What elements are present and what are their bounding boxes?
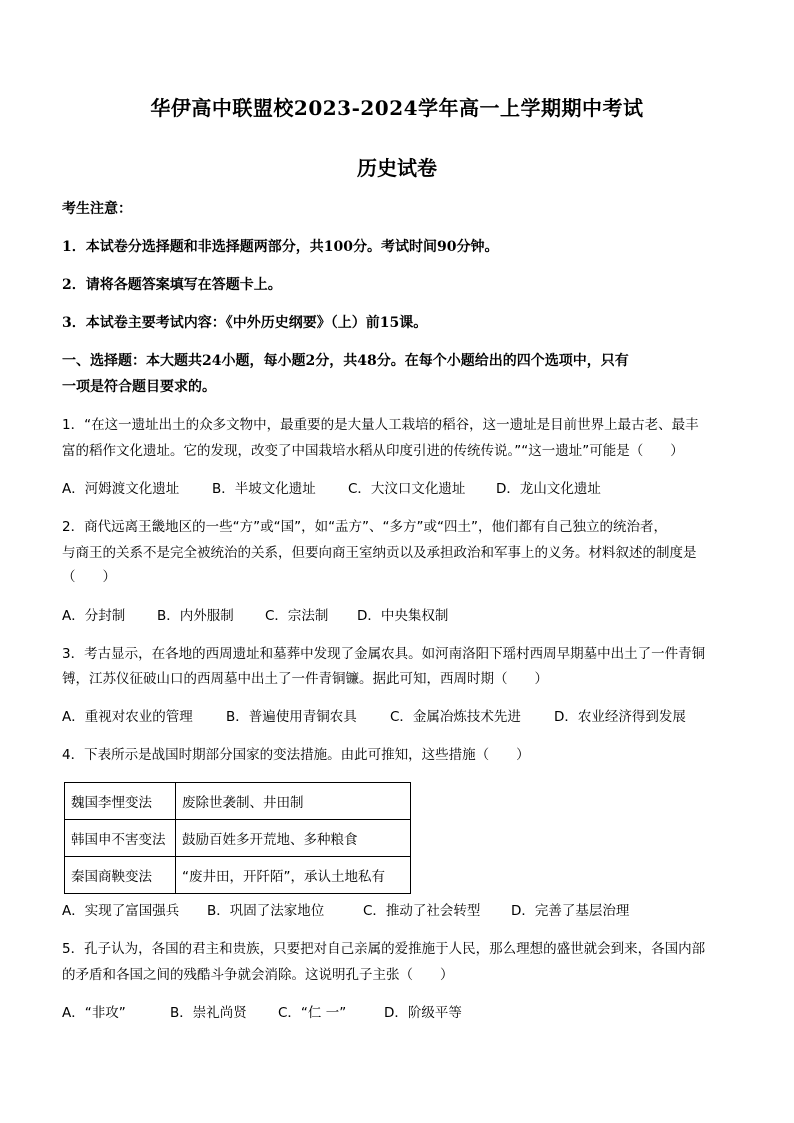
option-d[interactable]: D．阶级平等 <box>384 1005 462 1021</box>
question-4-options <box>62 900 629 922</box>
option-c[interactable]: C．宗法制 <box>265 608 329 624</box>
option-d[interactable]: D．完善了基层治理 <box>511 903 630 919</box>
table-row <box>65 857 411 894</box>
table-cell-state: 韩国申不害变法 <box>65 820 176 857</box>
option-c[interactable]: C．大汶口文化遗址 <box>348 481 466 497</box>
option-b[interactable]: B．内外服制 <box>157 608 234 624</box>
section-heading-line-2: 一项是符合题目要求的。 <box>62 379 216 395</box>
option-b[interactable]: B．巩固了法家地位 <box>207 903 325 919</box>
question-1-line-2: 富的稻作文化遗址。它的发现，改变了中国栽培水稻从印度引进的传统传说。”“这一遗址”可能是（ ） <box>62 443 684 459</box>
option-d[interactable]: D．中央集权制 <box>357 608 449 624</box>
question-5-line-1: 5．孔子认为，各国的君主和贵族，只要把对自己亲属的爱推施于人民，那么理想的盛世就会到来，各国内部 <box>62 941 706 957</box>
question-5-line-2: 的矛盾和各国之间的残酷斗争就会消除。这说明孔子主张（ ） <box>62 967 454 983</box>
question-1-options <box>62 478 601 500</box>
question-2-line-1: 2．商代远离王畿地区的一些“方”或“国”，如“盂方”、“多方”或“四土”，他们都有自己独立的统治者， <box>62 519 668 535</box>
table-cell-measure: 鼓励百姓多开荒地、多种粮食 <box>176 820 411 857</box>
notice-item-1: 1．本试卷分选择题和非选择题两部分，共100分。考试时间90分钟。 <box>62 239 499 255</box>
option-c[interactable]: C．“仁 一” <box>278 1005 347 1021</box>
option-c[interactable]: C．金属冶炼技术先进 <box>390 709 521 725</box>
question-5-options <box>62 1002 462 1024</box>
table-row <box>65 783 411 820</box>
notice-item-3: 3．本试卷主要考试内容：《中外历史纲要》（上）前15课。 <box>62 315 428 331</box>
option-a[interactable]: A．分封制 <box>62 608 126 624</box>
section-heading-line-1: 一、选择题：本大题共24小题，每小题2分，共48分。在每个小题给出的四个选项中，只有 <box>62 353 629 369</box>
option-b[interactable]: B．普遍使用青铜农具 <box>226 709 357 725</box>
question-4-line-1: 4．下表所示是战国时期部分国家的变法措施。由此可推知，这些措施（ ） <box>62 747 530 763</box>
exam-subtitle: 历史试卷 <box>357 156 437 180</box>
notice-heading: 考生注意： <box>62 201 132 217</box>
option-d[interactable]: D．农业经济得到发展 <box>554 709 686 725</box>
exam-title: 华伊高中联盟校2023-2024学年高一上学期期中考试 <box>150 96 644 120</box>
notice-item-2: 2．请将各题答案填写在答题卡上。 <box>62 277 282 293</box>
table-cell-measure: 废除世袭制、井田制 <box>176 783 411 820</box>
option-a[interactable]: A．实现了富国强兵 <box>62 903 180 919</box>
question-3-line-2: 镈，江苏仪征破山口的西周墓中出土了一件青铜镰。据此可知，西周时期（ ） <box>62 671 548 687</box>
table-cell-state: 魏国李悝变法 <box>65 783 176 820</box>
option-b[interactable]: B．半坡文化遗址 <box>212 481 316 497</box>
option-a[interactable]: A．“非攻” <box>62 1005 126 1021</box>
question-2-line-3: （ ） <box>62 569 116 585</box>
table-cell-state: 秦国商鞅变法 <box>65 857 176 894</box>
question-1-line-1: 1．“在这一遗址出土的众多文物中，最重要的是大量人工栽培的稻谷，这一遗址是目前世界上最古老、最丰 <box>62 417 699 433</box>
question-3-line-1: 3．考古显示，在各地的西周遗址和墓葬中发现了金属农具。如河南洛阳下瑶村西周早期墓中出土了一件青铜 <box>62 646 706 662</box>
table-cell-measure: “废井田，开阡陌”，承认土地私有 <box>176 857 411 894</box>
option-c[interactable]: C．推动了社会转型 <box>363 903 481 919</box>
option-a[interactable]: A．河姆渡文化遗址 <box>62 481 180 497</box>
reform-table <box>64 782 411 894</box>
question-2-options <box>62 605 448 627</box>
option-b[interactable]: B．崇礼尚贤 <box>170 1005 247 1021</box>
option-a[interactable]: A．重视对农业的管理 <box>62 709 193 725</box>
option-d[interactable]: D．龙山文化遗址 <box>496 481 601 497</box>
table-row <box>65 820 411 857</box>
question-3-options <box>62 706 686 728</box>
question-2-line-2: 与商王的关系不是完全被统治的关系，但要向商王室纳贡以及承担政治和军事上的义务。材料叙述的制度是 <box>62 545 697 561</box>
